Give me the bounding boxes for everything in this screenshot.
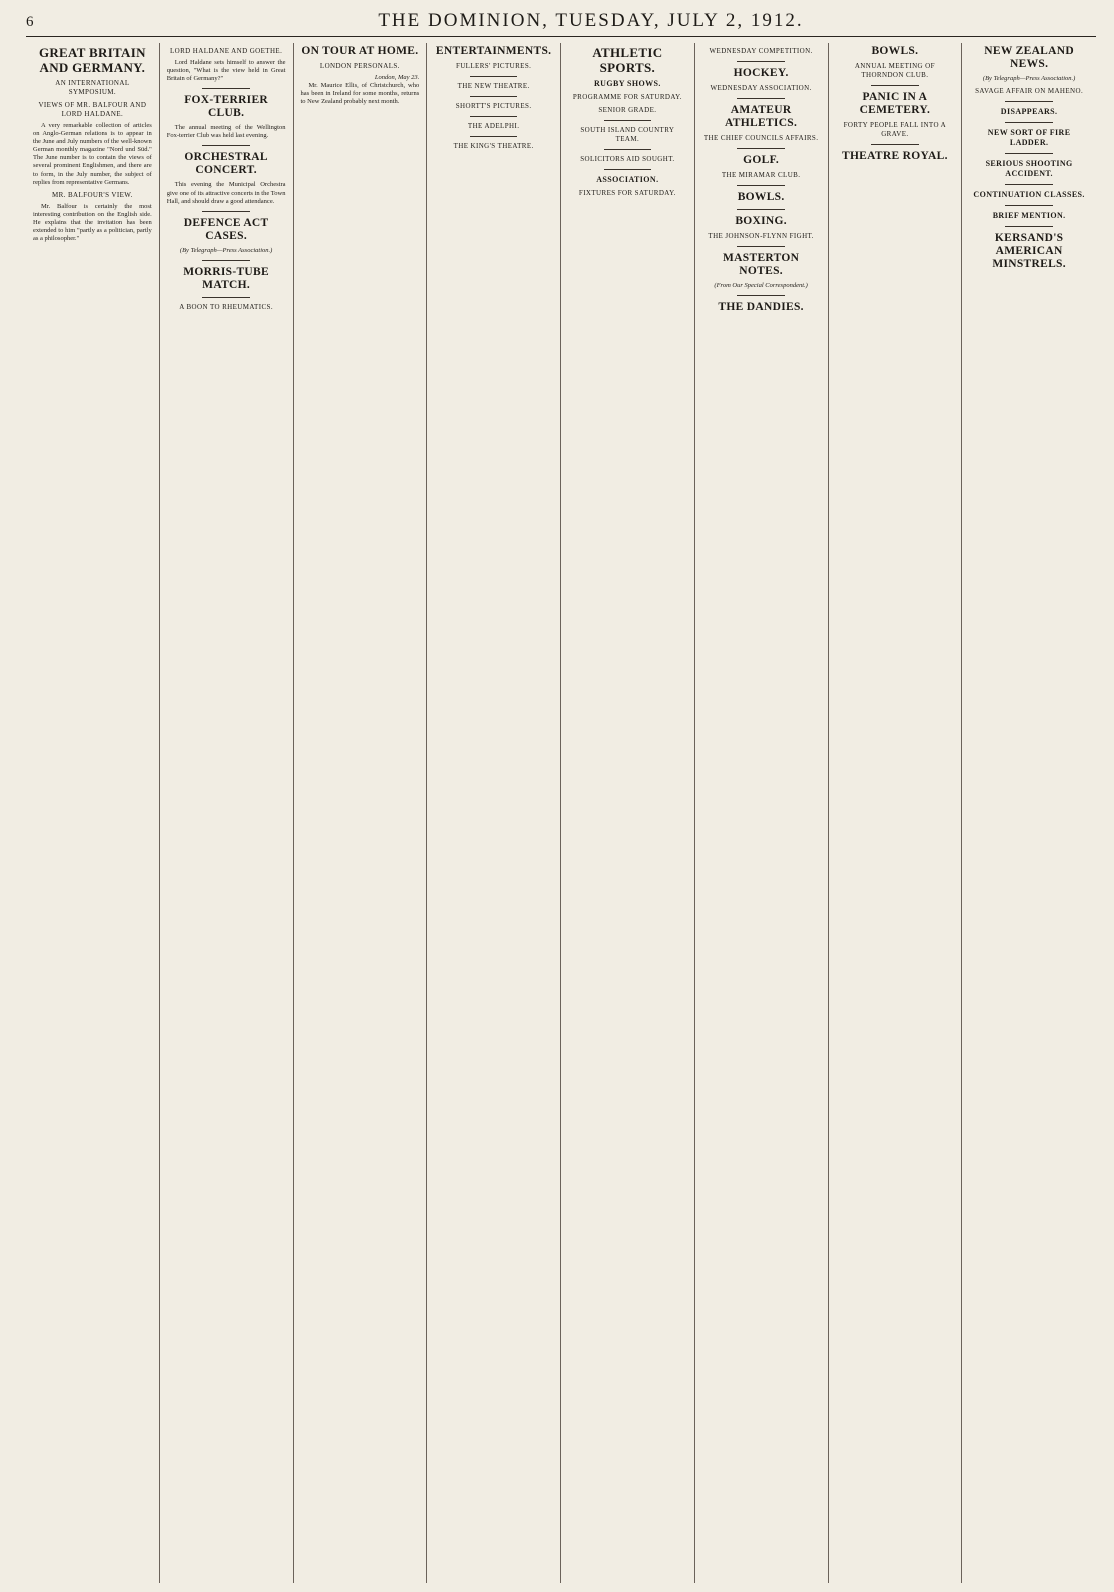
article-heading: HOCKEY. [733, 67, 789, 79]
divider [737, 185, 785, 186]
divider [871, 85, 919, 86]
article-body: The annual meeting of the Wellington Fox-terrier Club was held last evening. [166, 124, 286, 140]
article-subheading: AN INTERNATIONAL SYMPOSIUM. [55, 79, 130, 96]
column-4 [427, 43, 561, 1583]
article-subheading: SAVAGE AFFAIR ON MAHENO. [975, 87, 1084, 96]
article-subheading: ASSOCIATION. [596, 175, 659, 184]
divider [470, 136, 518, 137]
divider [202, 297, 250, 298]
divider [470, 116, 518, 117]
divider [1005, 153, 1053, 154]
column-5 [561, 43, 695, 1583]
article-heading: GREAT BRITAIN AND GERMANY. [38, 45, 146, 75]
dateline: London, May 23. [374, 74, 420, 81]
article-heading: ON TOUR AT HOME. [301, 45, 419, 57]
article-subheading: SOUTH ISLAND COUNTRY TEAM. [580, 126, 675, 143]
article-subheading: THE MIRAMAR CLUB. [721, 171, 801, 179]
article-subheading: WEDNESDAY ASSOCIATION. [710, 84, 812, 92]
divider [604, 149, 652, 150]
column-3 [294, 43, 428, 1583]
divider [202, 145, 250, 146]
article-heading: ENTERTAINMENTS. [435, 45, 552, 57]
article-heading: DEFENCE ACT CASES. [183, 216, 269, 242]
divider [737, 61, 785, 62]
divider [202, 88, 250, 89]
masthead-date: TUESDAY, JULY 2, 1912. [555, 10, 804, 31]
article-subheading: THE JOHNSON-FLYNN FIGHT. [708, 232, 814, 240]
article-heading: MORRIS-TUBE MATCH. [183, 265, 269, 291]
divider [604, 120, 652, 121]
article-heading: NEW ZEALAND NEWS. [984, 45, 1074, 70]
article-subheading: SHORTT'S PICTURES. [455, 102, 532, 110]
divider [202, 260, 250, 261]
article-subheading: THE KING'S THEATRE. [453, 142, 534, 150]
article-body: A very remarkable collection of articles on Anglo-German relations is to appear in the June and July numbers of the well-known German monthly magazine "Nord und Süd." The June number is to contain the views of several prominent Englishmen, and there are to form, in the July number, the subject of replies from representative Germans. [33, 122, 152, 186]
masthead-title: THE DOMINION, TUESDAY, JULY 2, 1912. [378, 10, 804, 31]
article-heading: BOWLS. [871, 45, 919, 57]
column-6 [695, 43, 829, 1583]
divider [604, 169, 652, 170]
article-subheading: SERIOUS SHOOTING ACCIDENT. [985, 159, 1073, 179]
column-8 [962, 43, 1096, 1583]
divider [1005, 226, 1053, 227]
divider [737, 148, 785, 149]
article-subheading: DISAPPEARS. [1000, 107, 1058, 117]
article-heading: GOLF. [743, 154, 780, 166]
article-body: Mr. Maurice Ellis, of Christchurch, who has been in Ireland for some months, returns to New Zealand probably next month. [300, 82, 420, 106]
article-heading: AMATEUR ATHLETICS. [725, 104, 798, 129]
article-subheading: FULLERS' PICTURES. [455, 62, 532, 70]
article-subheading: WEDNESDAY COMPETITION. [709, 47, 813, 55]
divider [871, 144, 919, 145]
wire-credit: (From Our Special Correspondent.) [714, 282, 808, 289]
divider [1005, 184, 1053, 185]
article-subheading: RUGBY SHOWS. [594, 79, 661, 88]
divider [202, 211, 250, 212]
article-subheading: ANNUAL MEETING OF THORNDON CLUB. [854, 62, 935, 79]
article-subheading: LORD HALDANE AND GOETHE. [169, 47, 283, 55]
divider [737, 98, 785, 99]
wire-credit: (By Telegraph—Press Association.) [179, 246, 273, 254]
article-heading: ORCHESTRAL CONCERT. [184, 151, 268, 177]
article-heading: FOX-TERRIER CLUB. [184, 94, 269, 120]
divider [737, 246, 785, 247]
article-heading: BOXING. [735, 215, 787, 227]
article-subheading: SOLICITORS AID SOUGHT. [580, 155, 675, 163]
divider [470, 76, 518, 77]
columns [26, 43, 1096, 1583]
article-subheading: MR. BALFOUR'S VIEW. [51, 190, 133, 199]
article-body: Lord Haldane sets himself to answer the question, "What is the view held in Great Britain of Germany?" [166, 59, 286, 83]
article-heading: THEATRE ROYAL. [841, 150, 948, 162]
divider [737, 295, 785, 296]
article-heading: BOWLS. [737, 191, 785, 203]
article-subheading: BRIEF MENTION. [992, 211, 1066, 221]
article-subheading: THE CHIEF COUNCILS AFFAIRS. [703, 134, 819, 142]
article-subheading: VIEWS OF MR. BALFOUR AND LORD HALDANE. [38, 101, 147, 118]
article-body: Mr. Balfour is certainly the most interesting contribution on the English side. He explains that the invitation has been extended to him "partly as a politician, partly as a philosopher." [33, 202, 152, 243]
divider [470, 96, 518, 97]
page-number: 6 [26, 14, 34, 30]
divider [1005, 122, 1053, 123]
article-subheading: PROGRAMME FOR SATURDAY. [572, 93, 682, 101]
article-heading: MASTERTON NOTES. [723, 252, 800, 277]
article-subheading: THE ADELPHI. [467, 122, 520, 130]
article-subheading: FIXTURES FOR SATURDAY. [578, 189, 676, 197]
masthead [26, 10, 1096, 37]
article-subheading: A BOON TO RHEUMATICS. [179, 302, 273, 311]
article-subheading: NEW SORT OF FIRE LADDER. [987, 128, 1071, 148]
article-subheading: SENIOR GRADE. [598, 106, 657, 114]
column-1 [26, 43, 160, 1583]
article-body: This evening the Municipal Orchestra give one of its attractive concerts in the Town Hall, and should draw a good attendance. [166, 181, 286, 205]
column-2 [160, 43, 294, 1583]
article-heading: PANIC IN A CEMETERY. [859, 91, 931, 116]
article-heading: ATHLETIC SPORTS. [592, 45, 663, 75]
article-subheading: FORTY PEOPLE FALL INTO A GRAVE. [843, 121, 947, 138]
divider [1005, 101, 1053, 102]
article-heading: THE DANDIES. [718, 301, 804, 314]
divider [737, 209, 785, 210]
article-heading: KERSAND'S AMERICAN MINSTRELS. [992, 232, 1066, 271]
article-subheading: CONTINUATION CLASSES. [973, 190, 1085, 200]
column-7 [829, 43, 963, 1583]
article-subheading: THE NEW THEATRE. [457, 82, 530, 90]
divider [1005, 205, 1053, 206]
article-subheading: LONDON PERSONALS. [319, 62, 400, 70]
wire-credit: (By Telegraph—Press Association.) [982, 75, 1076, 82]
